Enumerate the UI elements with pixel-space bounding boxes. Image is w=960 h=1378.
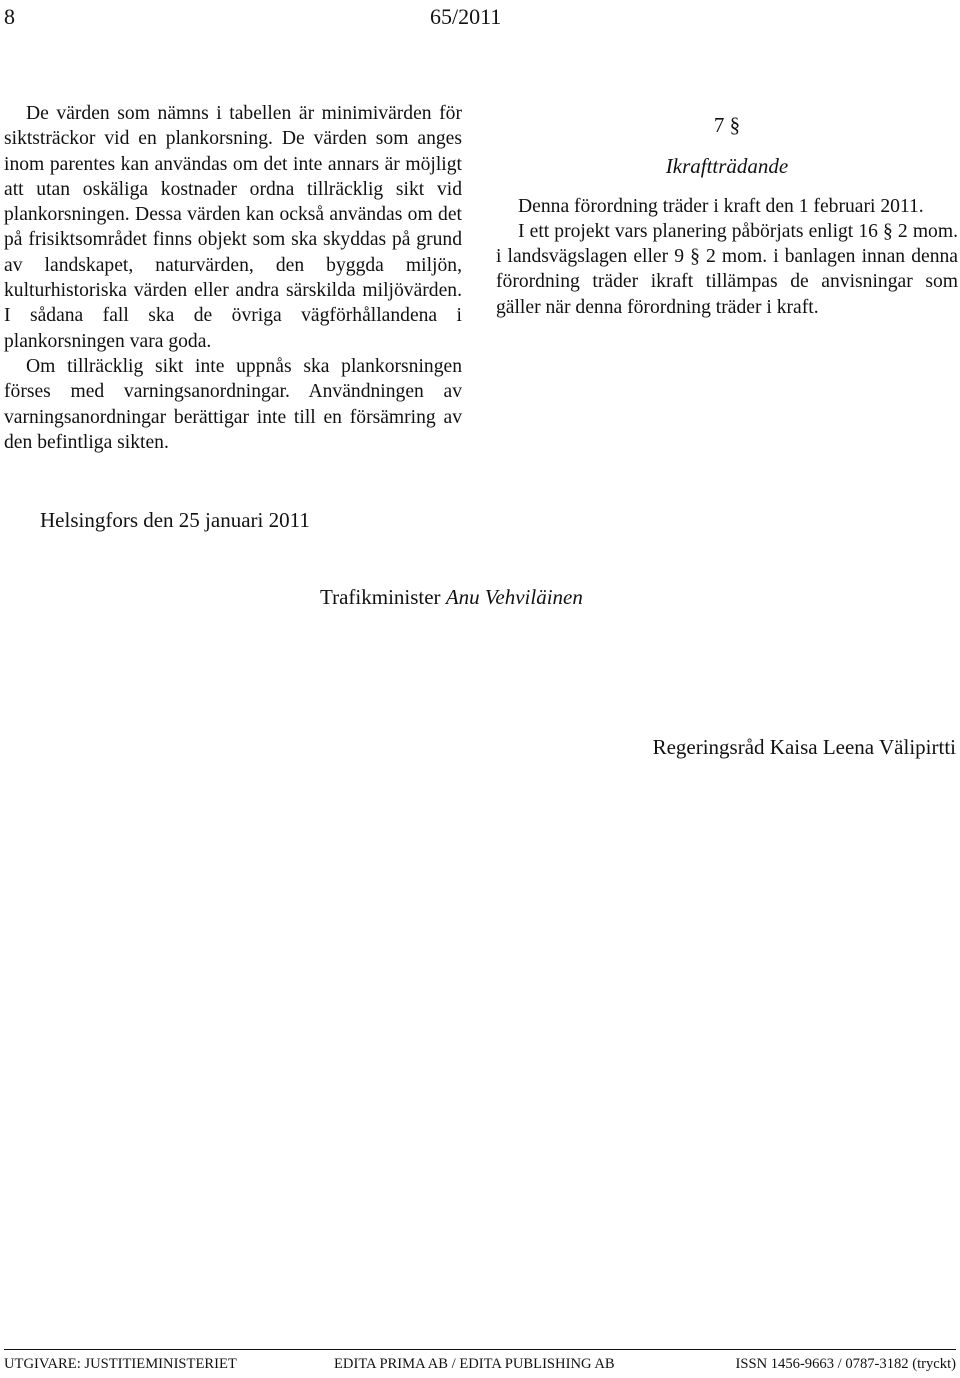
paragraph-sight-values: De värden som nämns i tabellen är minimivärden för siktsträckor vid en plankorsning. De värden som anges inom parentes kan användas om det inte annars är möjligt att utan oskäliga kostnader ordna tillräcklig sikt vid plankorsningen. Dessa värden kan också användas om det på frisiktsområdet finns objekt som ska skyddas på grund av landskapet, naturvärden, den byggda miljön, kulturhistoriska värden eller andra särskilda miljövärden. I sådana fall ska de övriga vägförhållandena i plankorsningen vara goda. (4, 103, 462, 352)
left-column (4, 101, 462, 455)
paragraph-transition: I ett projekt vars planering påbörjats enligt 16 § 2 mom. i landsvägslagen eller 9 § 2 mom. i banlagen innan denna förordning träder ikraft tillämpas de anvisningar som gäller när denna förordning träder i kraft. (496, 220, 958, 318)
document-number: 65/2011 (430, 4, 502, 29)
paragraph-entry-into-force: Denna förordning träder i kraft den 1 februari 2011. (518, 195, 924, 217)
footer-divider (4, 1349, 956, 1350)
footer-publisher: UTGIVARE: JUSTITIEMINISTERIET (4, 1356, 237, 1372)
minister-title: Trafikminister (320, 585, 441, 609)
footer-printer: EDITA PRIMA AB / EDITA PUBLISHING AB (334, 1356, 615, 1372)
minister-name: Anu Vehviläinen (445, 585, 583, 609)
footer-issn: ISSN 1456-9663 / 0787-3182 (tryckt) (735, 1356, 956, 1372)
right-column (496, 101, 958, 320)
minister-signature (320, 585, 583, 610)
section-title: Ikraftträdande (665, 154, 789, 179)
counsellor-signature: Regeringsråd Kaisa Leena Välipirtti (652, 735, 956, 759)
section-heading: 7 § (713, 113, 741, 137)
paragraph-warning-devices: Om tillräcklig sikt inte uppnås ska plankorsningen förses med varningsanordningar. Användningen av varningsanordningar berättigar inte till en försämring av den befintliga sikten. (4, 355, 462, 453)
place-date: Helsingfors den 25 januari 2011 (40, 508, 310, 532)
page-number: 8 (4, 4, 15, 29)
